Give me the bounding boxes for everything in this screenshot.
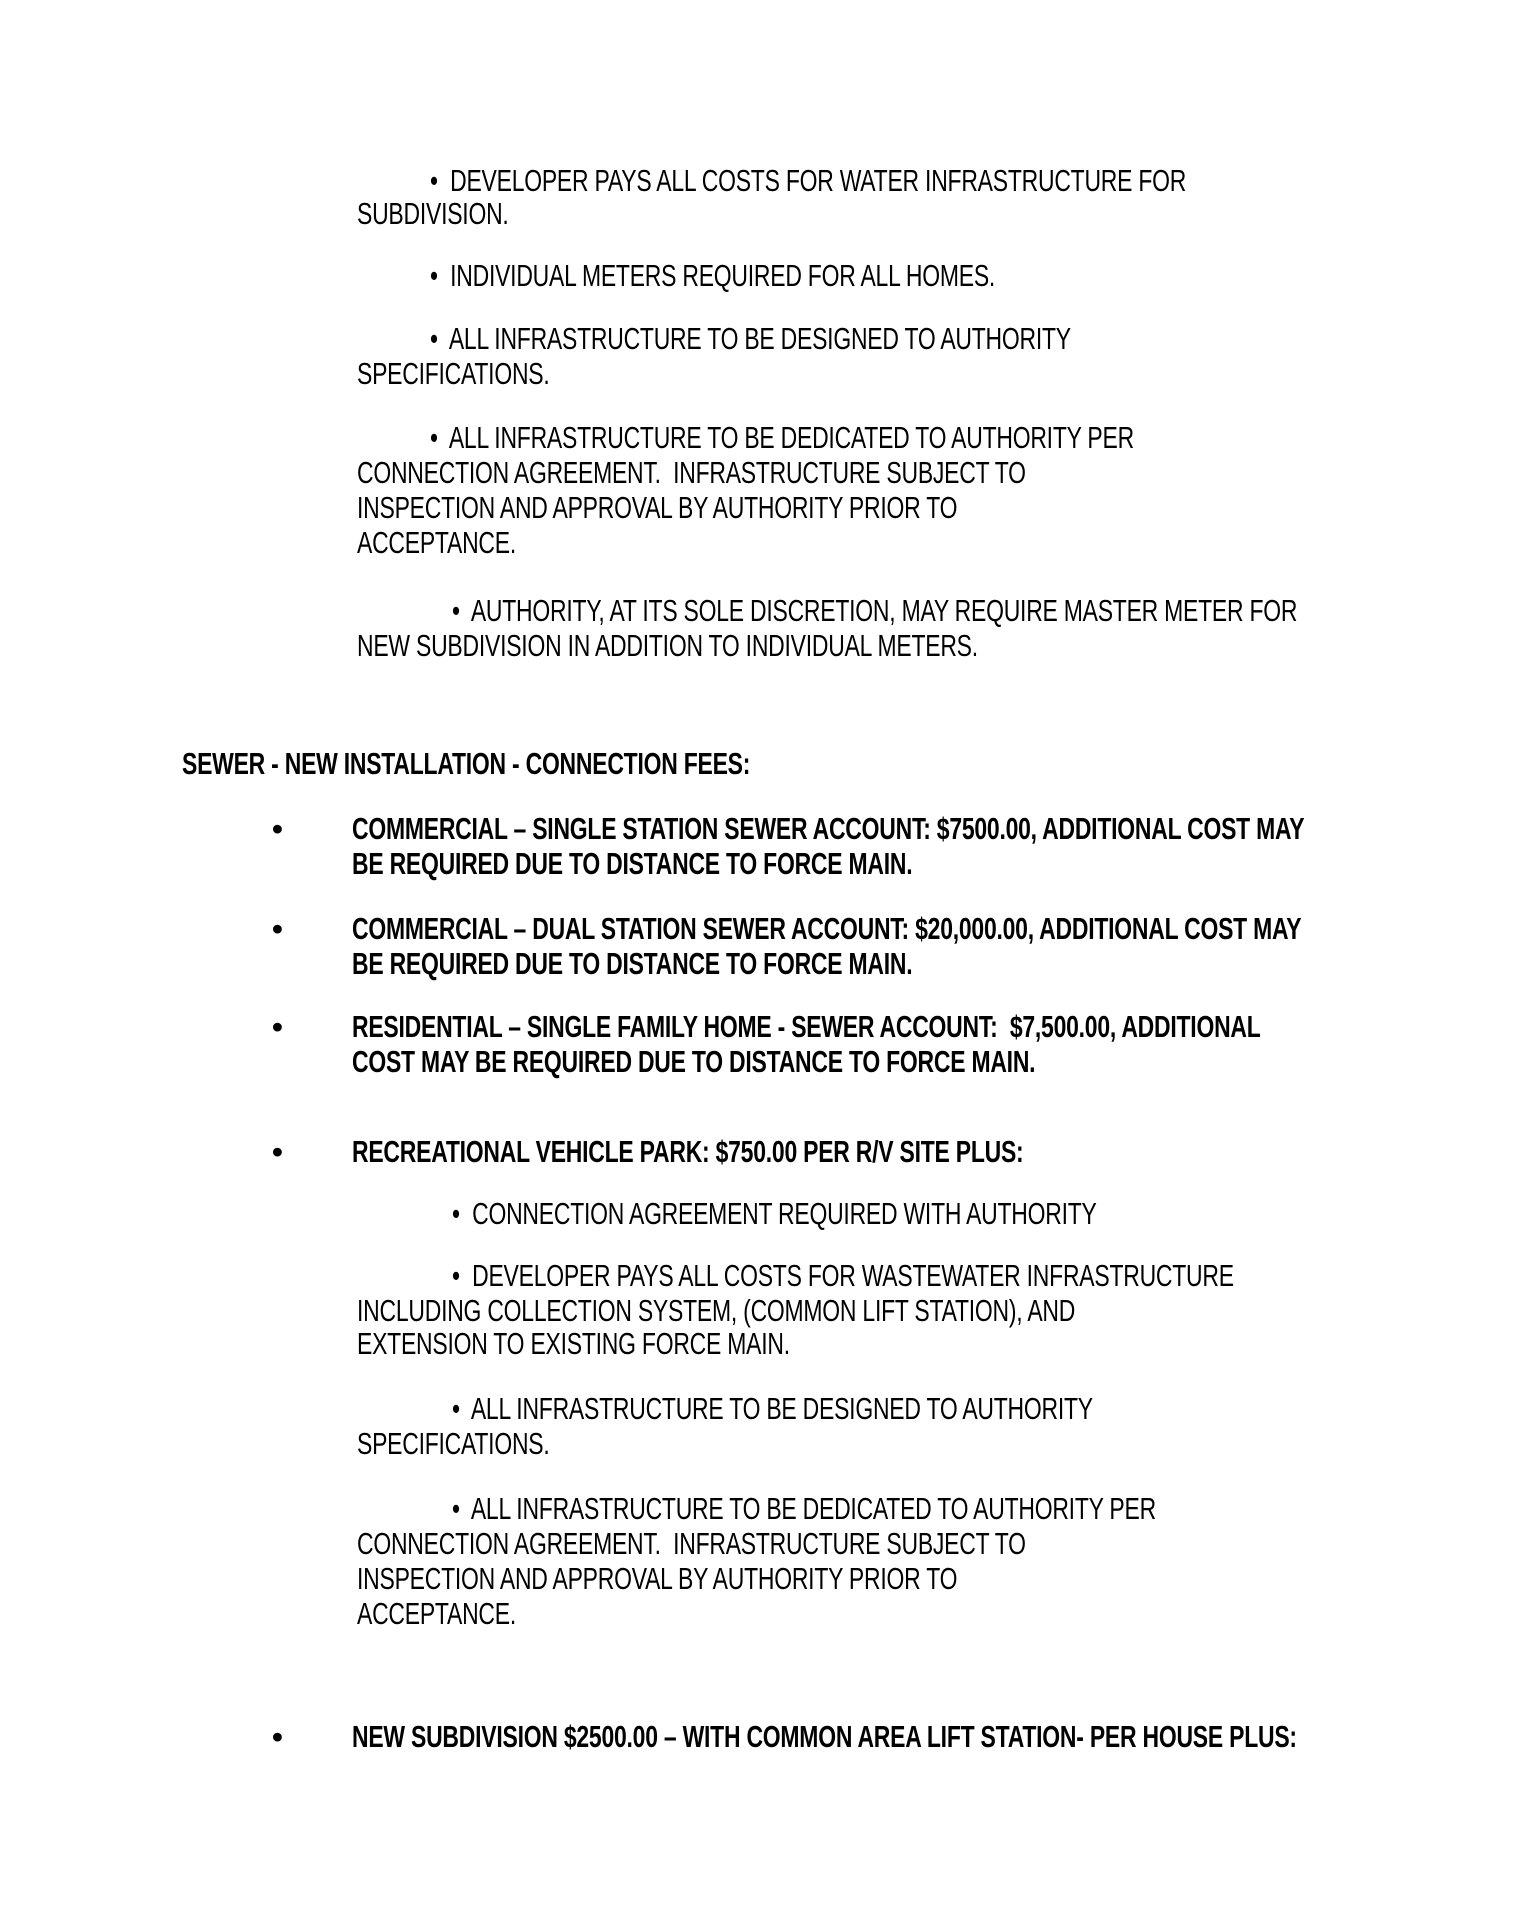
paragraph-line: CONNECTION AGREEMENT. INFRASTRUCTURE SUBJECT TO xyxy=(357,455,1026,490)
paragraph-line: INSPECTION AND APPROVAL BY AUTHORITY PRIOR TO xyxy=(357,490,958,525)
bullet-icon: • xyxy=(272,1719,283,1754)
bullet-line: • ALL INFRASTRUCTURE TO BE DEDICATED TO AUTHORITY PER xyxy=(452,1491,1156,1526)
section-heading: SEWER - NEW INSTALLATION - CONNECTION FEES: xyxy=(182,746,751,781)
list-item-line: RECREATIONAL VEHICLE PARK: $750.00 PER R/V SITE PLUS: xyxy=(352,1134,1024,1169)
paragraph-line: NEW SUBDIVISION IN ADDITION TO INDIVIDUAL METERS. xyxy=(357,628,978,663)
bullet-line: • INDIVIDUAL METERS REQUIRED FOR ALL HOMES. xyxy=(430,258,996,293)
paragraph-line: SUBDIVISION. xyxy=(357,196,509,231)
list-item-line: COMMERCIAL – SINGLE STATION SEWER ACCOUNT: $7500.00, ADDITIONAL COST MAY xyxy=(352,811,1305,846)
paragraph-line: INSPECTION AND APPROVAL BY AUTHORITY PRIOR TO xyxy=(357,1561,958,1596)
paragraph-line: EXTENSION TO EXISTING FORCE MAIN. xyxy=(357,1326,790,1361)
bullet-line: • AUTHORITY, AT ITS SOLE DISCRETION, MAY REQUIRE MASTER METER FOR xyxy=(452,593,1298,628)
paragraph-line: ACCEPTANCE. xyxy=(357,525,517,560)
list-item-line: BE REQUIRED DUE TO DISTANCE TO FORCE MAIN. xyxy=(352,846,913,881)
paragraph-line: INCLUDING COLLECTION SYSTEM, (COMMON LIFT STATION), AND xyxy=(357,1293,1076,1328)
bullet-line: • ALL INFRASTRUCTURE TO BE DEDICATED TO AUTHORITY PER xyxy=(430,420,1134,455)
bullet-line: • ALL INFRASTRUCTURE TO BE DESIGNED TO AUTHORITY xyxy=(430,321,1071,356)
bullet-icon: • xyxy=(272,811,283,846)
list-item-line: COST MAY BE REQUIRED DUE TO DISTANCE TO FORCE MAIN. xyxy=(352,1044,1036,1079)
bullet-icon: • xyxy=(272,1134,283,1169)
paragraph-line: ACCEPTANCE. xyxy=(357,1596,517,1631)
paragraph-line: CONNECTION AGREEMENT. INFRASTRUCTURE SUBJECT TO xyxy=(357,1526,1026,1561)
paragraph-line: SPECIFICATIONS. xyxy=(357,1426,550,1461)
list-item-line: COMMERCIAL – DUAL STATION SEWER ACCOUNT: $20,000.00, ADDITIONAL COST MAY xyxy=(352,911,1302,946)
list-item-line: RESIDENTIAL – SINGLE FAMILY HOME - SEWER ACCOUNT: $7,500.00, ADDITIONAL xyxy=(352,1009,1261,1044)
list-item-line: NEW SUBDIVISION $2500.00 – WITH COMMON AREA LIFT STATION- PER HOUSE PLUS: xyxy=(352,1719,1297,1754)
paragraph-line: SPECIFICATIONS. xyxy=(357,356,550,391)
bullet-icon: • xyxy=(272,1009,283,1044)
bullet-icon: • xyxy=(272,911,283,946)
bullet-line: • DEVELOPER PAYS ALL COSTS FOR WASTEWATER INFRASTRUCTURE xyxy=(452,1258,1234,1293)
bullet-line: • ALL INFRASTRUCTURE TO BE DESIGNED TO AUTHORITY xyxy=(452,1391,1093,1426)
list-item-line: BE REQUIRED DUE TO DISTANCE TO FORCE MAIN. xyxy=(352,946,913,981)
bullet-line: • CONNECTION AGREEMENT REQUIRED WITH AUTHORITY xyxy=(452,1196,1097,1231)
bullet-line: • DEVELOPER PAYS ALL COSTS FOR WATER INFRASTRUCTURE FOR xyxy=(430,163,1187,198)
